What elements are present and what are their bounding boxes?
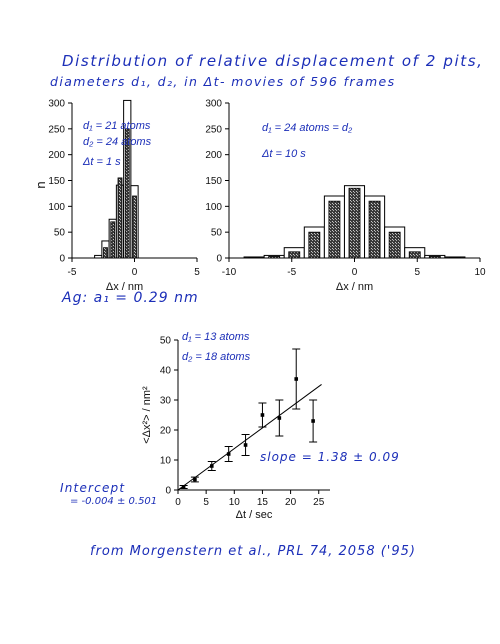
page-title-line2: diameters d₁, d₂, in Δt- movies of 596 frames [50, 74, 396, 89]
scatter-x-tick-label: 20 [285, 497, 297, 508]
hist1-x-axis-label: Δx / nm [335, 281, 374, 293]
scatter-point [182, 485, 186, 489]
hist1-x-tick-label: 10 [474, 267, 486, 278]
intercept-label: Intercept [60, 481, 126, 495]
scatter-annotation: d₁ = 13 atoms [182, 331, 250, 343]
hist0-bar-inner [118, 178, 122, 258]
scatter-y-tick-label: 10 [159, 455, 171, 467]
hist0-y-tick-label: 0 [59, 253, 65, 265]
hist0-bar-outer [95, 255, 102, 258]
hist1-bar-inner [409, 252, 420, 258]
hist0-annotation: d₂ = 24 atoms [83, 136, 152, 148]
hist1-y-tick-label: 0 [216, 253, 222, 265]
hist0-bar-inner [133, 196, 137, 258]
hist1-x-tick-label: 0 [351, 267, 358, 278]
hist1-bar-inner [369, 201, 380, 258]
hist1-bar-inner [309, 232, 320, 258]
hist0-x-tick-label: 0 [131, 267, 138, 278]
hist1-y-tick-label: 150 [205, 176, 222, 187]
hist1-bar-inner [389, 232, 400, 258]
scatter-x-tick-label: 0 [175, 497, 181, 508]
hist1-annotation: Δt = 10 s [262, 148, 306, 160]
scatter-point [261, 413, 265, 417]
hist0-bar-inner [125, 129, 129, 258]
scatter-point [311, 419, 315, 423]
hist1-y-tick-label: 50 [210, 227, 222, 239]
scatter-x-tick-label: 15 [256, 497, 269, 508]
hist0-annotation: Δt = 1 s [83, 156, 121, 168]
hist0-bar-inner [111, 222, 115, 258]
scatter-y-tick-label: 30 [159, 395, 171, 407]
hist0-x-tick-label: 5 [194, 267, 200, 278]
scatter-point [210, 464, 214, 468]
scatter-y-tick-label: 0 [165, 485, 171, 497]
hist0-y-tick-label: 200 [48, 150, 65, 162]
scatter-point [294, 377, 298, 381]
hist1-bar-inner [349, 188, 360, 258]
scatter-y-tick-label: 20 [159, 425, 171, 437]
hist0-bar-inner [104, 248, 108, 258]
hist1-bar-inner [429, 256, 440, 258]
hist1-bar-inner [249, 257, 260, 258]
hist1-y-tick-label: 200 [205, 150, 222, 162]
hist0-y-tick-label: 250 [48, 124, 65, 136]
scatter-point [278, 416, 282, 420]
scatter-y-tick-label: 50 [159, 335, 171, 347]
hist1-bar-inner [329, 201, 340, 258]
lattice-note: Ag: a₁ = 0.29 nm [62, 290, 199, 306]
scatter-x-tick-label: 10 [228, 497, 240, 508]
scatter-y-tick-label: 40 [159, 365, 171, 377]
scatter-x-tick-label: 25 [313, 497, 325, 508]
hist1-y-tick-label: 100 [205, 201, 222, 213]
hist0-y-tick-label: 50 [53, 227, 65, 239]
hist1-bar-inner [449, 257, 460, 258]
hist0-y-tick-label: 100 [48, 201, 65, 213]
scatter-point [244, 443, 248, 447]
hist1-x-tick-label: -5 [287, 267, 297, 278]
intercept-value: = -0.004 ± 0.501 [70, 496, 158, 507]
hist0-x-tick-label: -5 [67, 267, 77, 278]
scatter-x-axis-label: Δt / sec [235, 509, 273, 521]
hist0-y-tick-label: 300 [48, 98, 65, 110]
slope-note: slope = 1.38 ± 0.09 [260, 450, 400, 464]
citation: from Morgenstern et al., PRL 74, 2058 ('95) [90, 544, 416, 559]
hist1-x-tick-label: 5 [414, 267, 421, 278]
scatter-y-axis-label: <Δx²> / nm² [141, 386, 153, 444]
hist0-y-tick-label: 150 [48, 176, 65, 187]
hist0-x-axis-label: Δx / nm [105, 281, 144, 293]
hist1-bar-inner [269, 256, 280, 258]
page-title-line1: Distribution of relative displacement of 2 pits, [62, 52, 484, 70]
scatter-fit-line [178, 384, 322, 490]
hist1-annotation: d₁ = 24 atoms = d₂ [262, 122, 353, 134]
scatter-point [227, 452, 231, 456]
scatter-annotation: d₂ = 18 atoms [182, 351, 251, 363]
hist1-x-tick-label: -10 [221, 267, 237, 278]
hist1-y-tick-label: 250 [205, 124, 222, 136]
hist0-annotation: d₁ = 21 atoms [83, 120, 151, 132]
scatter-point [193, 478, 197, 482]
hist1-y-tick-label: 300 [205, 98, 222, 110]
hist1-bar-inner [289, 252, 300, 258]
hist-y-axis-label: n [33, 181, 48, 189]
scatter-x-tick-label: 5 [203, 497, 209, 508]
